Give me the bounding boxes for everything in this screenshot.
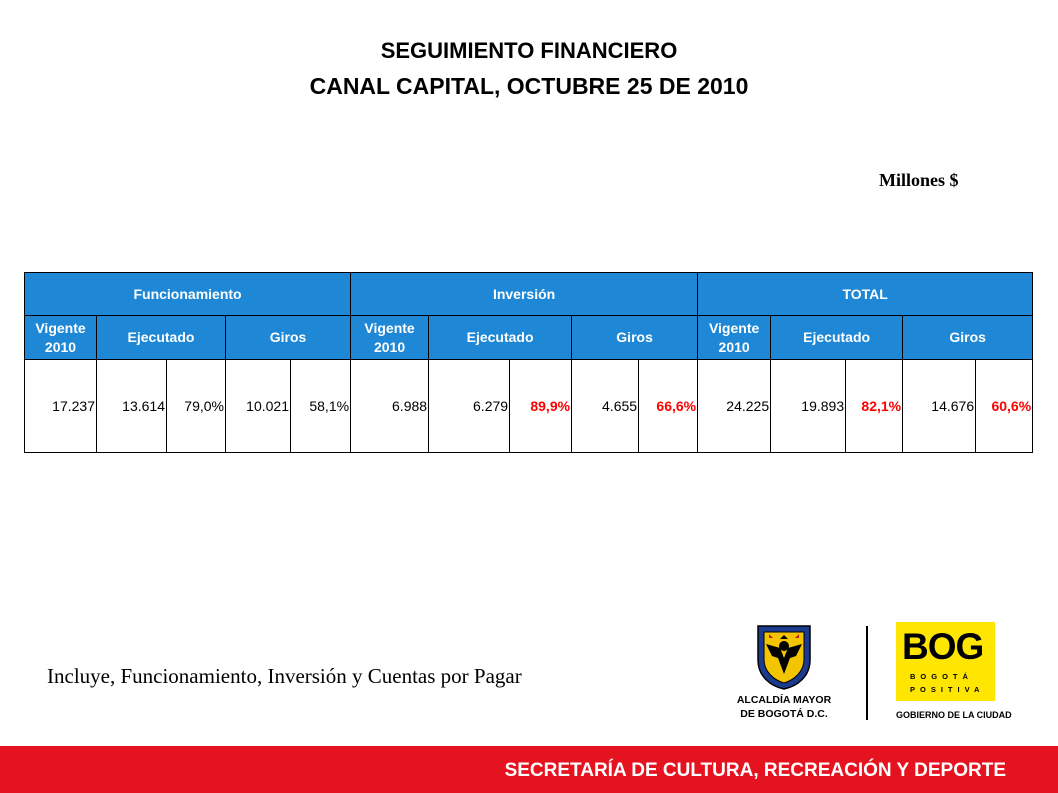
table-cell: 10.021 bbox=[226, 360, 291, 453]
bog-subtitle-2: POSITIVA bbox=[910, 685, 985, 694]
table-cell: 66,6% bbox=[639, 360, 698, 453]
group-header-total: TOTAL bbox=[698, 273, 1033, 316]
table-cell: 24.225 bbox=[698, 360, 771, 453]
header-vigente-line1: Vigente bbox=[708, 319, 760, 336]
table-row bbox=[25, 360, 1033, 453]
financial-table bbox=[24, 272, 1033, 453]
bog-wordmark: BOG bbox=[902, 626, 984, 667]
footer-text: SECRETARÍA DE CULTURA, RECREACIÓN Y DEPORTE bbox=[504, 760, 1006, 781]
footer-bar bbox=[0, 746, 1058, 793]
table-cell: 89,9% bbox=[510, 360, 572, 453]
coat-of-arms-icon bbox=[754, 624, 814, 690]
header-ejecutado: Ejecutado bbox=[771, 316, 903, 360]
footnote: Incluye, Funcionamiento, Inversión y Cuentas por Pagar bbox=[47, 664, 522, 688]
alcaldia-logo bbox=[728, 622, 840, 722]
header-giros: Giros bbox=[226, 316, 351, 360]
title-line-1: SEGUIMIENTO FINANCIERO bbox=[380, 38, 678, 63]
alcaldia-label-line2: DE BOGOTÁ D.C. bbox=[740, 708, 828, 720]
header-vigente bbox=[351, 316, 429, 360]
header-vigente-line2: 2010 bbox=[373, 338, 406, 355]
title-line-2: CANAL CAPITAL, OCTUBRE 25 DE 2010 bbox=[309, 73, 749, 99]
header-ejecutado: Ejecutado bbox=[429, 316, 572, 360]
header-vigente-line1: Vigente bbox=[364, 319, 415, 336]
table-cell: 60,6% bbox=[976, 360, 1033, 453]
header-vigente bbox=[698, 316, 771, 360]
header-vigente bbox=[25, 316, 97, 360]
group-header-funcionamiento: Funcionamiento bbox=[25, 273, 351, 316]
header-vigente-line1: Vigente bbox=[35, 319, 86, 336]
table-cell: 17.237 bbox=[25, 360, 97, 453]
table-cell: 13.614 bbox=[97, 360, 167, 453]
table-cell: 6.279 bbox=[429, 360, 510, 453]
table-cell: 19.893 bbox=[771, 360, 846, 453]
table-cell: 58,1% bbox=[291, 360, 351, 453]
group-header-inversion: Inversión bbox=[351, 273, 698, 316]
bog-caption: GOBIERNO DE LA CIUDAD bbox=[896, 710, 1012, 720]
table-cell: 4.655 bbox=[572, 360, 639, 453]
bogota-positiva-logo bbox=[896, 622, 1012, 724]
header-vigente-line2: 2010 bbox=[718, 338, 750, 355]
bog-subtitle-1: BOGOTÁ bbox=[910, 672, 973, 681]
header-vigente-line2: 2010 bbox=[44, 338, 77, 355]
table-cell: 14.676 bbox=[903, 360, 976, 453]
alcaldia-label-line1: ALCALDÍA MAYOR bbox=[736, 694, 832, 706]
table-cell: 82,1% bbox=[846, 360, 903, 453]
header-giros: Giros bbox=[903, 316, 1033, 360]
header-giros: Giros bbox=[572, 316, 698, 360]
table-cell: 6.988 bbox=[351, 360, 429, 453]
logo-divider bbox=[866, 626, 868, 720]
table-cell: 79,0% bbox=[167, 360, 226, 453]
bog-badge bbox=[896, 622, 995, 701]
units-label: Millones $ bbox=[879, 170, 959, 190]
header-ejecutado: Ejecutado bbox=[97, 316, 226, 360]
